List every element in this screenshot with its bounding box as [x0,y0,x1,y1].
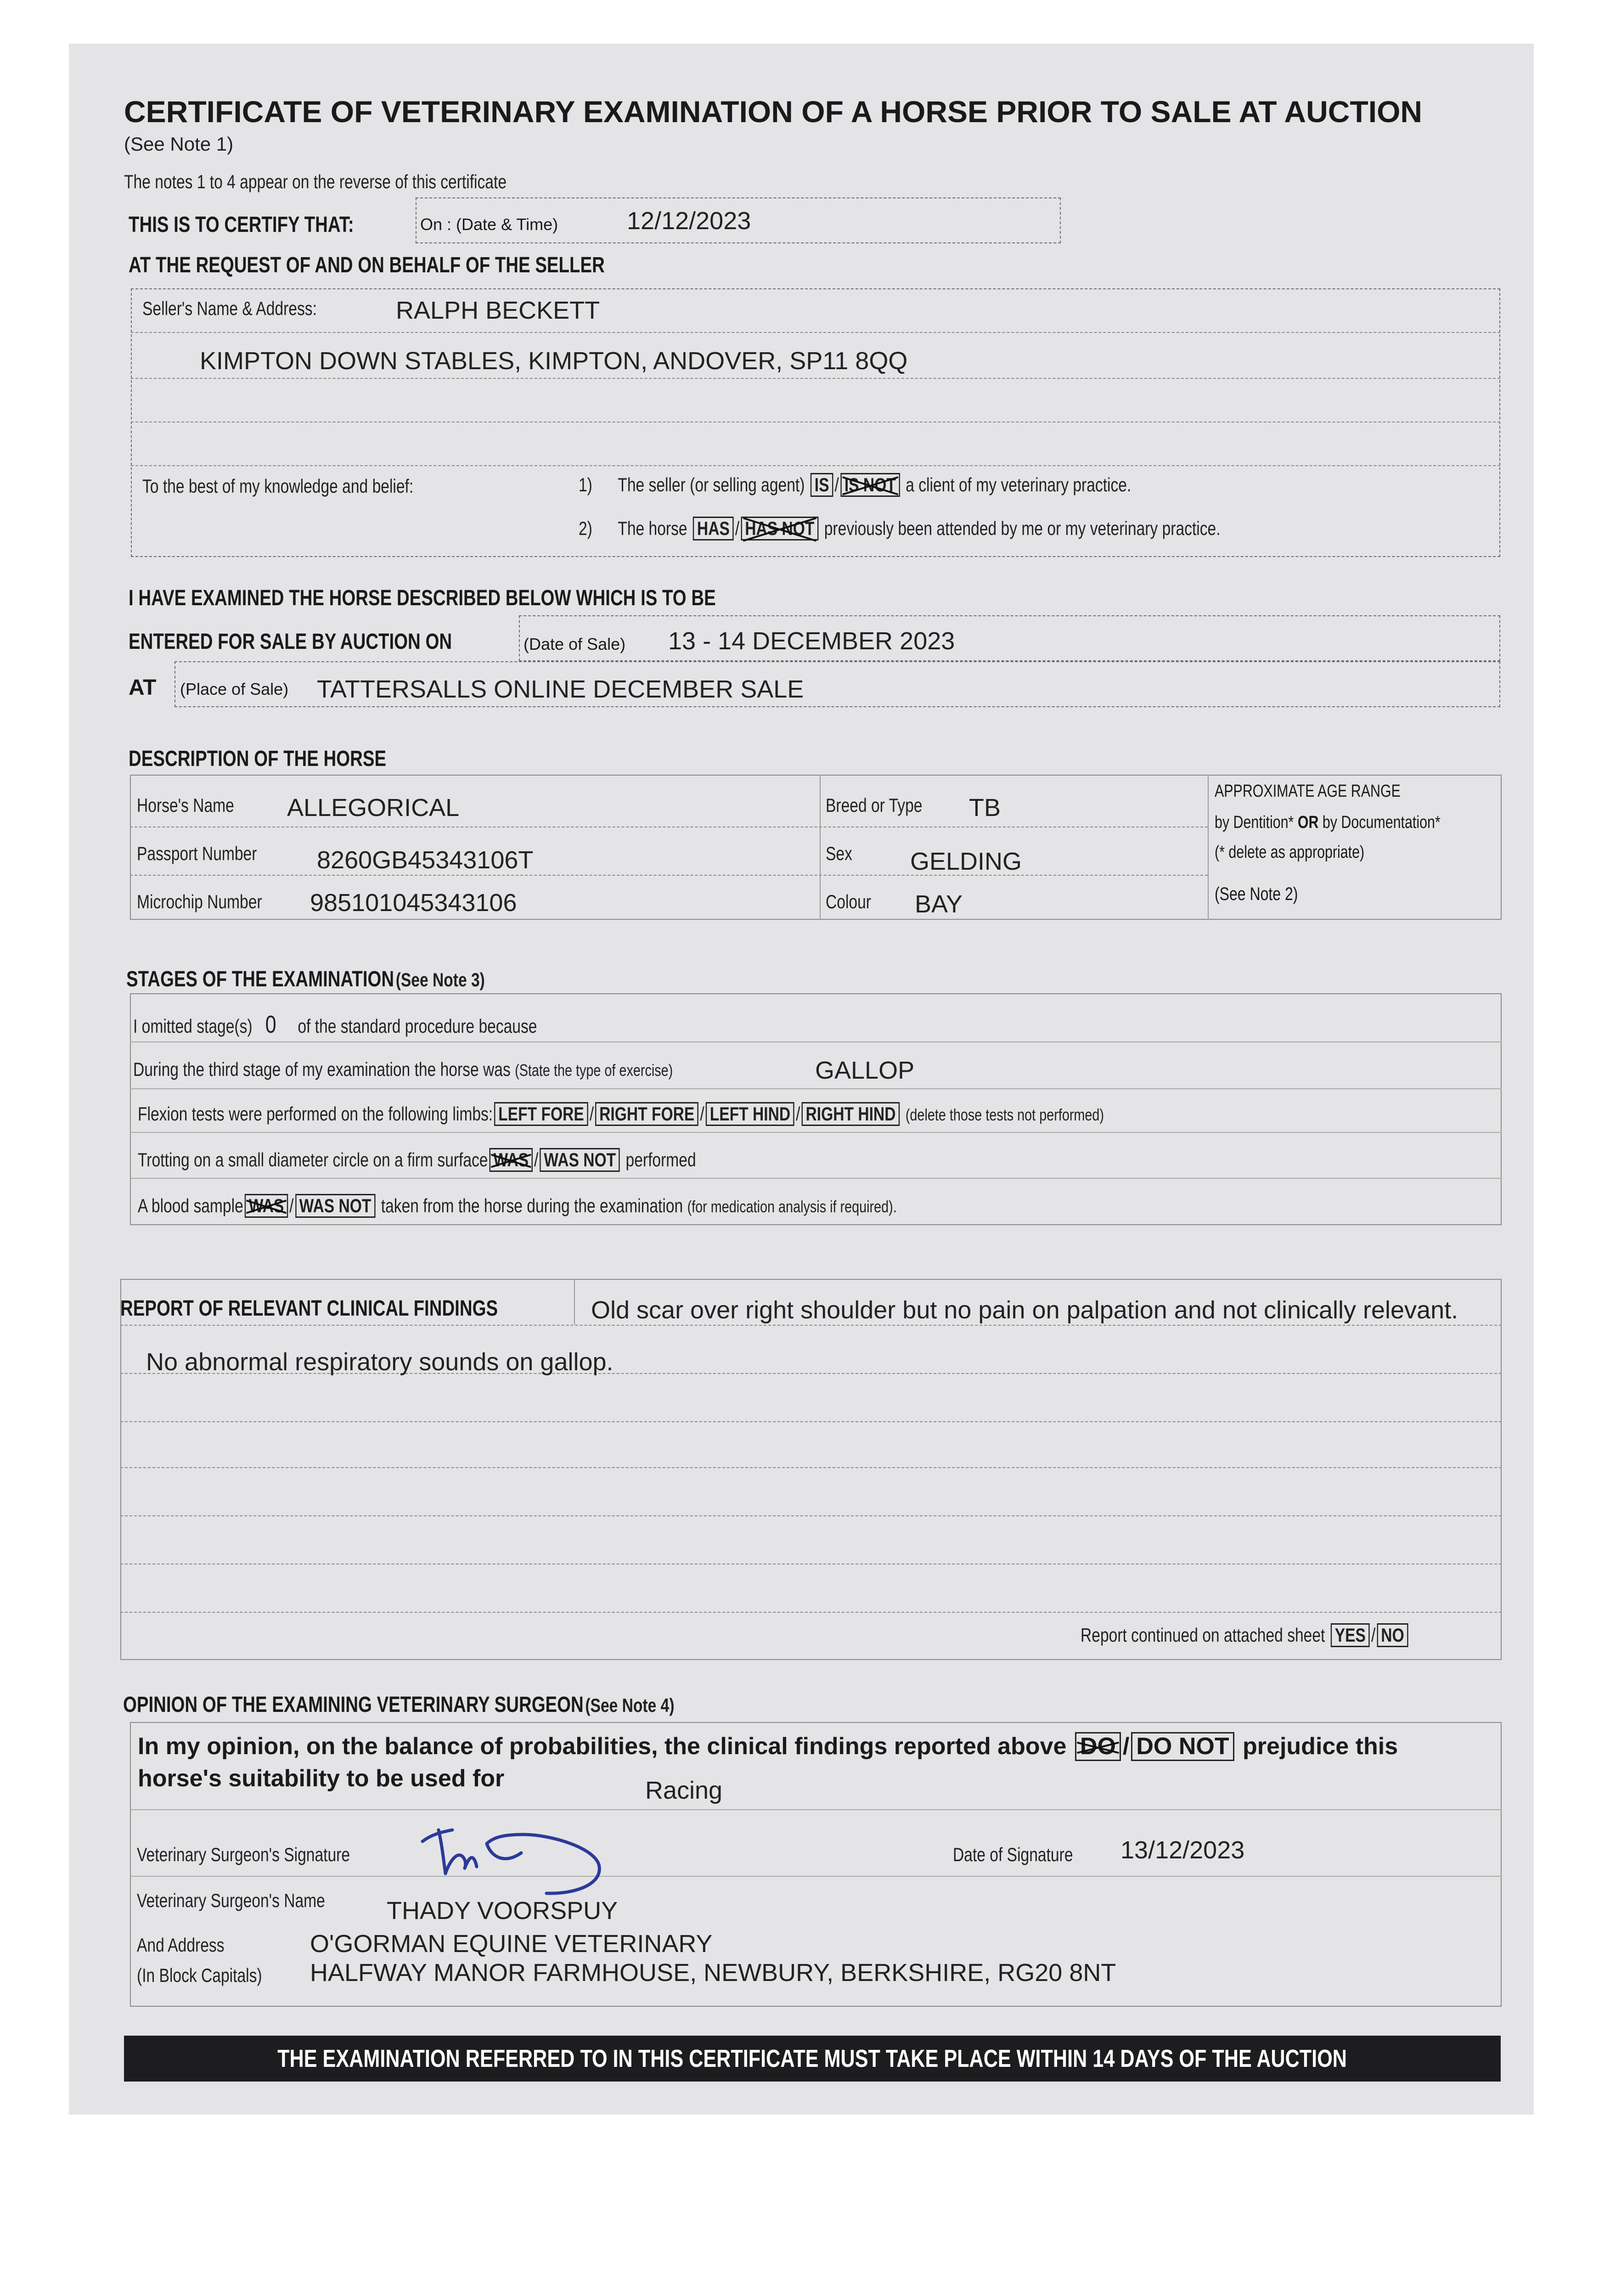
knowledge-label: To the best of my knowledge and belief: [142,475,414,497]
blood-row: A blood sample WAS / WAS NOT taken from the horse during the examination (for medication analysis if required). [138,1194,1086,1218]
microchip-label: Microchip Number [137,891,262,912]
description-heading: DESCRIPTION OF THE HORSE [129,747,387,771]
sale-place-label: (Place of Sale) [180,680,289,698]
sale-place-value[interactable]: TATTERSALLS ONLINE DECEMBER SALE [317,675,804,703]
vet-name-label: Veterinary Surgeon's Name [137,1890,325,1911]
signature-date-label: Date of Signature [953,1844,1073,1865]
notes-text: The notes 1 to 4 appear on the reverse of this certificate [124,171,507,192]
passport-label: Passport Number [137,843,257,864]
third-stage-row: During the third stage of my examination the horse was (State the type of exercise) [133,1058,673,1080]
seller-address[interactable]: KIMPTON DOWN STABLES, KIMPTON, ANDOVER, SP11 8QQ [200,347,908,375]
sale-date-value[interactable]: 13 - 14 DECEMBER 2023 [668,627,955,655]
sex-label: Sex [826,843,852,864]
opinion-do-option[interactable]: DO [1075,1732,1121,1761]
certify-on-label: On : (Date & Time) [420,215,558,234]
opinion-text-line-2: horse's suitability to be used for [138,1765,505,1792]
sale-date-label: (Date of Sale) [524,635,626,653]
signature-date-value[interactable]: 13/12/2023 [1120,1836,1245,1864]
age-range-line-3: (* delete as appropriate) [1215,843,1365,862]
horse-has-not-option[interactable]: HAS NOT [741,517,818,540]
opinion-heading: OPINION OF THE EXAMINING VETERINARY SURGEON (See Note 4) [123,1693,675,1717]
vet-address-line-1[interactable]: O'GORMAN EQUINE VETERINARY [310,1930,713,1958]
vet-signature [413,1816,652,1903]
age-range-line-1: APPROXIMATE AGE RANGE [1215,782,1401,801]
certify-label: THIS IS TO CERTIFY THAT: [129,213,354,237]
stages-heading: STAGES OF THE EXAMINATION (See Note 3) [126,967,485,991]
passport-value[interactable]: 8260GB45343106T [317,846,534,874]
flexion-left-fore[interactable]: LEFT FORE [494,1102,588,1126]
flexion-left-hind[interactable]: LEFT HIND [706,1102,794,1126]
see-note-1: (See Note 1) [124,133,234,155]
seller-label: Seller's Name & Address: [142,298,317,319]
examined-line-1: I HAVE EXAMINED THE HORSE DESCRIBED BELOW WHICH IS TO BE [129,586,716,610]
sex-value[interactable]: GELDING [910,848,1022,875]
knowledge-item-1: 1) The seller (or selling agent) IS / IS NOT a client of my veterinary practice. [579,473,1269,497]
breed-label: Breed or Type [826,794,923,816]
knowledge-item-2: 2) The horse HAS / HAS NOT previously been attended by me or my veterinary practice. [579,517,1381,540]
trot-was-not-option[interactable]: WAS NOT [540,1148,620,1172]
continued-no-option[interactable]: NO [1377,1623,1408,1647]
third-stage-value[interactable]: GALLOP [815,1057,915,1084]
flexion-right-fore[interactable]: RIGHT FORE [595,1102,698,1126]
breed-value[interactable]: TB [969,794,1001,822]
opinion-text-line-1: In my opinion, on the balance of probabilities, the clinical findings reported above DO / DO NOT prejudice this [138,1732,1398,1761]
request-label: AT THE REQUEST OF AND ON BEHALF OF THE SELLER [129,253,605,277]
horse-name-value[interactable]: ALLEGORICAL [287,794,460,822]
horse-has-option[interactable]: HAS [693,517,734,540]
continued-yes-option[interactable]: YES [1331,1623,1370,1647]
seller-is-not-option[interactable]: IS NOT [840,473,900,497]
colour-value[interactable]: BAY [915,890,963,918]
omitted-stages-value[interactable]: 0 [265,1011,276,1038]
sale-at-label: AT [129,675,157,700]
vet-name-value[interactable]: THADY VOORSPUY [387,1897,618,1925]
signature-label: Veterinary Surgeon's Signature [137,1844,350,1865]
microchip-value[interactable]: 985101045343106 [310,889,517,917]
report-continued-row: Report continued on attached sheet YES / NO [1081,1623,1492,1647]
omitted-stages-row: I omitted stage(s) 0 of the standard procedure because [133,1011,537,1038]
age-range-line-2: by Dentition* OR by Documentation* [1215,813,1441,832]
blood-was-not-option[interactable]: WAS NOT [295,1194,375,1218]
age-range-line-4: (See Note 2) [1215,884,1298,904]
blood-was-option[interactable]: WAS [245,1194,288,1218]
footer-banner: THE EXAMINATION REFERRED TO IN THIS CERTIFICATE MUST TAKE PLACE WITHIN 14 DAYS OF THE AUCTION [124,2036,1501,2082]
vet-address-label-1: And Address [137,1934,225,1956]
certificate-title: CERTIFICATE OF VETERINARY EXAMINATION OF A HORSE PRIOR TO SALE AT AUCTION [124,95,1423,129]
colour-label: Colour [826,891,871,912]
certify-on-value[interactable]: 12/12/2023 [627,207,751,235]
examined-line-2: ENTERED FOR SALE BY AUCTION ON [129,630,452,654]
flexion-row: Flexion tests were performed on the following limbs: LEFT FORE / RIGHT FORE / LEFT HIND / RIGHT HIND (delete those tests not performed) [138,1102,1345,1126]
seller-is-option[interactable]: IS [811,473,833,497]
report-line-1[interactable]: Old scar over right shoulder but no pain on palpation and not clinically relevant. [591,1296,1458,1324]
opinion-use-value[interactable]: Racing [645,1777,723,1804]
vet-address-label-2: (In Block Capitals) [137,1964,262,1986]
sale-date-box [519,615,1500,661]
report-heading: REPORT OF RELEVANT CLINICAL FINDINGS [120,1296,498,1321]
opinion-do-not-option[interactable]: DO NOT [1131,1732,1234,1761]
flexion-right-hind[interactable]: RIGHT HIND [802,1102,900,1126]
horse-name-label: Horse's Name [137,794,234,816]
seller-name[interactable]: RALPH BECKETT [396,297,600,324]
trot-row: Trotting on a small diameter circle on a firm surface WAS / WAS NOT performed [138,1148,836,1172]
report-box [120,1279,1502,1660]
report-line-2[interactable]: No abnormal respiratory sounds on gallop. [146,1348,614,1376]
trot-was-option[interactable]: WAS [490,1148,533,1172]
vet-address-line-2[interactable]: HALFWAY MANOR FARMHOUSE, NEWBURY, BERKSHIRE, RG20 8NT [310,1959,1116,1986]
